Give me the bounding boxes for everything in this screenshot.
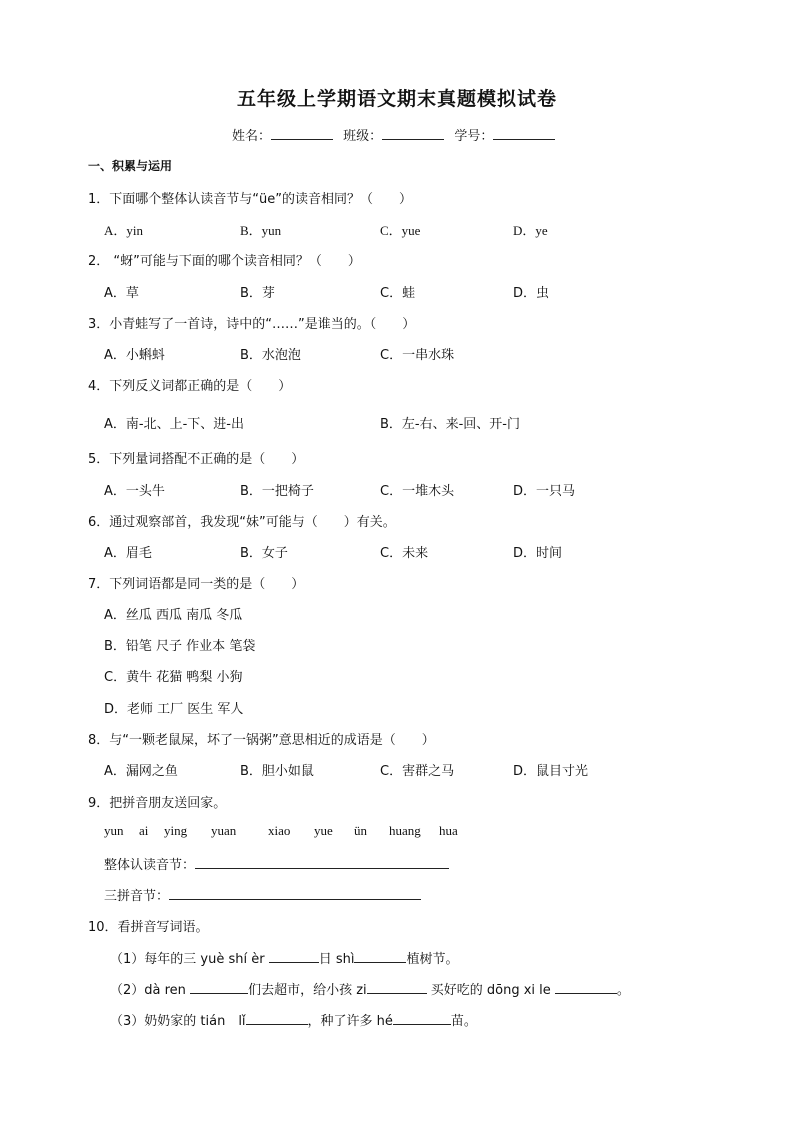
pinyin-syllable: yuan	[211, 823, 237, 838]
q8-option-d[interactable]: D．鼠目寸光	[513, 764, 589, 779]
class-label: 班级：	[343, 129, 383, 144]
q10-item-3	[110, 1010, 477, 1029]
question-8-stem: 8．与“一颗老鼠屎，坏了一锅粥”意思相近的成语是（ ）	[88, 733, 435, 748]
pinyin-syllable: ying	[164, 823, 188, 838]
q2-option-d[interactable]: D．虫	[513, 286, 550, 301]
q10-2-blank-3[interactable]	[555, 980, 617, 994]
three-part-syllables-blank[interactable]	[169, 886, 421, 900]
q1-option-d[interactable]: D．ye	[513, 223, 548, 238]
q10-2-text-a: （2）dà ren	[110, 983, 191, 998]
q10-1-blank-1[interactable]	[269, 949, 319, 963]
q1-option-c[interactable]: C．yue	[380, 223, 421, 238]
q5-option-a[interactable]: A．一头牛	[104, 484, 165, 499]
question-5-stem: 5．下列量词搭配不正确的是（ ）	[88, 452, 305, 467]
q6-option-a[interactable]: A．眉毛	[104, 546, 152, 561]
q4-option-b[interactable]: B．左-右、来-回、开-门	[380, 417, 520, 432]
q10-3-blank-2[interactable]	[393, 1011, 451, 1025]
q10-1-text-a: （1）每年的三 yuè shí èr	[110, 952, 269, 967]
answer-line-three-part-syllables	[104, 885, 421, 904]
pinyin-syllable: yue	[314, 823, 333, 838]
q5-option-b[interactable]: B．一把椅子	[240, 484, 314, 499]
question-3-stem: 3．小青蛙写了一首诗，诗中的“……”是谁当的。（ ）	[88, 317, 416, 332]
q2-option-a[interactable]: A．草	[104, 286, 139, 301]
q7-option-b[interactable]: B．铅笔 尺子 作业本 笔袋	[104, 639, 256, 654]
name-label: 姓名：	[232, 129, 272, 144]
q1-option-b[interactable]: B．yun	[240, 223, 282, 238]
pinyin-syllable: hua	[439, 823, 458, 838]
q5-option-d[interactable]: D．一只马	[513, 484, 576, 499]
q8-option-a[interactable]: A．漏网之鱼	[104, 764, 178, 779]
q10-item-2	[110, 979, 630, 998]
q3-option-b[interactable]: B．水泡泡	[240, 348, 301, 363]
q3-option-c[interactable]: C．一串水珠	[380, 348, 455, 363]
q6-option-d[interactable]: D．时间	[513, 546, 563, 561]
q1-option-a[interactable]: A．yin	[104, 223, 144, 238]
whole-syllables-label: 整体认读音节：	[104, 858, 196, 873]
whole-syllables-blank[interactable]	[195, 855, 449, 869]
q10-3-text-c: 苗。	[450, 1014, 477, 1029]
q10-2-text-b: 们去超市，给小孩 zi	[248, 983, 367, 998]
question-6-stem: 6．通过观察部首，我发现“妹”可能与（ ）有关。	[88, 515, 396, 530]
pinyin-syllable: huang	[389, 823, 421, 838]
q6-option-c[interactable]: C．未来	[380, 546, 429, 561]
q10-3-text-a: （3）奶奶家的 tián lǐ	[110, 1014, 246, 1029]
q10-item-1	[110, 948, 458, 967]
q10-2-text-c: 买好吃的 dōng xi le	[426, 983, 555, 998]
q7-option-c[interactable]: C．黄牛 花猫 鸭梨 小狗	[104, 670, 243, 685]
q2-option-b[interactable]: B．芽	[240, 286, 275, 301]
section-heading: 一、积累与运用	[88, 159, 173, 173]
question-7-stem: 7．下列词语都是同一类的是（ ）	[88, 577, 305, 592]
q3-option-a[interactable]: A．小蝌蚪	[104, 348, 165, 363]
q8-option-b[interactable]: B．胆小如鼠	[240, 764, 314, 779]
q2-option-c[interactable]: C．蛙	[380, 286, 416, 301]
pinyin-syllable: ai	[139, 823, 149, 838]
question-4-stem: 4．下列反义词都正确的是（ ）	[88, 379, 292, 394]
q10-3-text-b: ，种了许多 hé	[307, 1014, 393, 1029]
q5-option-c[interactable]: C．一堆木头	[380, 484, 455, 499]
question-2-stem: 2． “蚜”可能与下面的哪个读音相同？（ ）	[88, 254, 361, 269]
q7-option-a[interactable]: A．丝瓜 西瓜 南瓜 冬瓜	[104, 608, 243, 623]
pinyin-syllable: ün	[354, 823, 367, 838]
question-10-stem: 10．看拼音写词语。	[88, 920, 209, 935]
q10-2-blank-2[interactable]	[367, 980, 427, 994]
question-1-stem: 1．下面哪个整体认读音节与“üe”的读音相同？（ ）	[88, 192, 412, 207]
q7-option-d[interactable]: D．老师 工厂 医生 军人	[104, 702, 244, 717]
question-9-stem: 9．把拼音朋友送回家。	[88, 796, 227, 811]
class-blank[interactable]	[382, 126, 444, 140]
student-info	[232, 125, 561, 144]
id-blank[interactable]	[493, 126, 555, 140]
q10-2-blank-1[interactable]	[190, 980, 248, 994]
name-blank[interactable]	[271, 126, 333, 140]
page-title: 五年级上学期语文期末真题模拟试卷	[236, 88, 557, 110]
pinyin-syllable: yun	[104, 823, 124, 838]
q6-option-b[interactable]: B．女子	[240, 546, 288, 561]
three-part-syllables-label: 三拼音节：	[104, 889, 170, 904]
q10-1-text-b: 日 shì	[318, 952, 355, 967]
pinyin-syllable: xiao	[268, 823, 291, 838]
q10-3-blank-1[interactable]	[246, 1011, 308, 1025]
answer-line-whole-syllables	[104, 854, 449, 873]
q10-2-text-d: 。	[616, 983, 630, 998]
q10-1-blank-2[interactable]	[354, 949, 406, 963]
q8-option-c[interactable]: C．害群之马	[380, 764, 455, 779]
q4-option-a[interactable]: A．南-北、上-下、进-出	[104, 417, 244, 432]
id-label: 学号：	[454, 129, 494, 144]
q10-1-text-c: 植树节。	[406, 952, 459, 967]
